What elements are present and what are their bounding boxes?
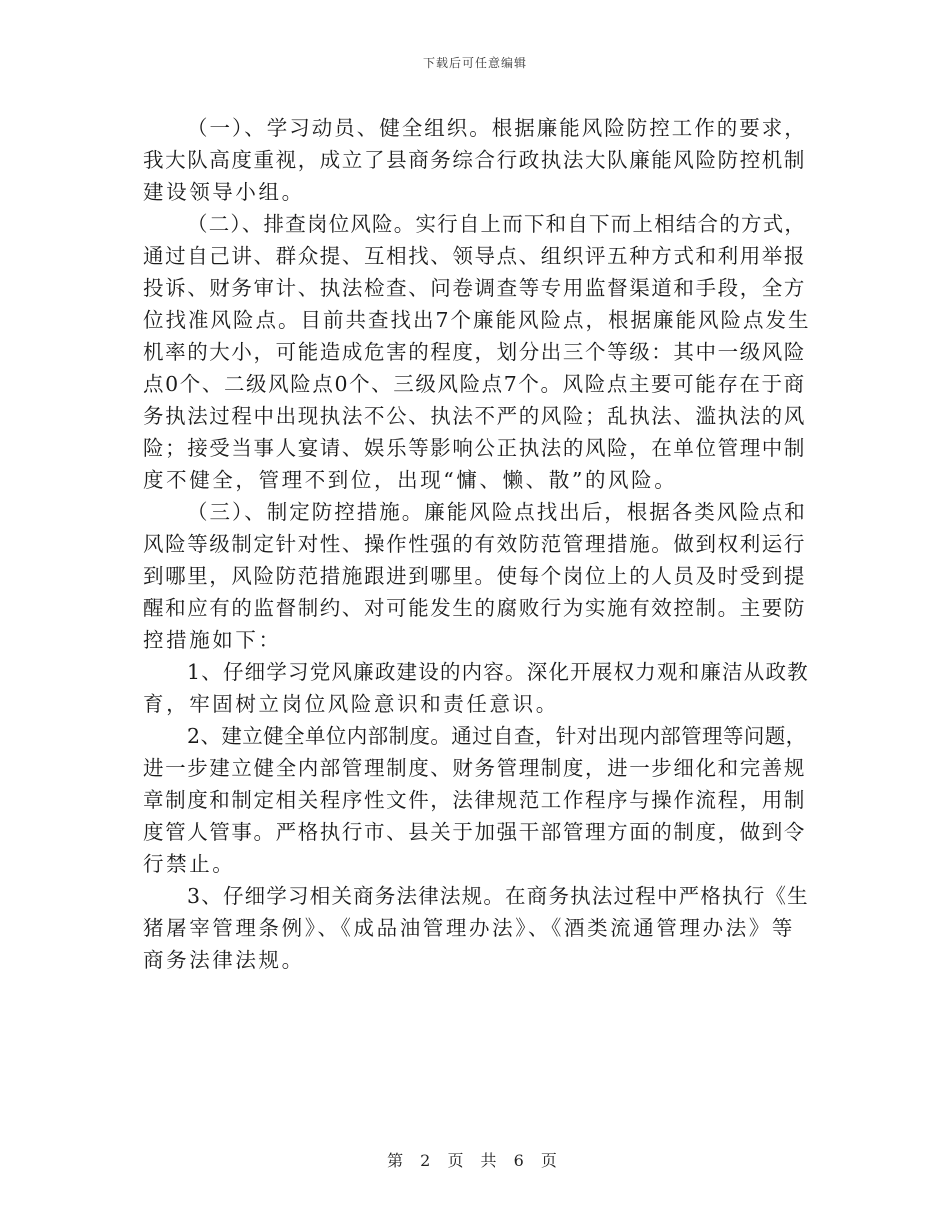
paragraph-line: 育，牢固树立岗位风险意识和责任意识。 (143, 692, 559, 716)
paragraph-line: 务执法过程中出现执法不公、执法不严的风险；乱执法、滥执法的风 (143, 404, 806, 428)
page-header-note: 下载后可任意编辑 (422, 56, 527, 70)
paragraph-first-line: （一）、学习动员、健全组织。根据廉能风险防控工作的要求， (187, 116, 807, 140)
paragraph-first-line: 3、仔细学习相关商务法律法规。在商务执法过程中严格执行《生 (187, 884, 809, 908)
paragraph-line: 醒和应有的监督制约、对可能发生的腐败行为实施有效控制。主要防 (143, 596, 806, 620)
paragraph-line: 位找准风险点。目前共查找出7个廉能风险点，根据廉能风险点发生 (143, 308, 811, 332)
paragraph-line: 机率的大小，可能造成危害的程度，划分出三个等级：其中一级风险 (143, 340, 806, 364)
paragraph-line: 险；接受当事人宴请、娱乐等影响公正执法的风险，在单位管理中制 (143, 436, 806, 460)
paragraph-line: 控措施如下： (143, 628, 282, 652)
paragraph-line: 我大队高度重视，成立了县商务综合行政执法大队廉能风险防控机制 (143, 148, 806, 172)
paragraph-line: 章制度和制定相关程序性文件，法律规范工作程序与操作流程，用制 (143, 788, 806, 812)
paragraph-first-line: （三）、制定防控措施。廉能风险点找出后，根据各类风险点和 (187, 500, 807, 524)
page-footer: 第 2 页 共 6 页 (387, 1151, 563, 1170)
paragraph-line: 度管人管事。严格执行市、县关于加强干部管理方面的制度，做到令 (143, 820, 806, 844)
paragraph-line: 商务法律法规。 (143, 948, 305, 972)
paragraph-line: 投诉、财务审计、执法检查、问卷调查等专用监督渠道和手段，全方 (143, 276, 806, 300)
paragraph-line: 行禁止。 (143, 852, 236, 876)
paragraph-line: 进一步建立健全内部管理制度、财务管理制度，进一步细化和完善规 (143, 756, 806, 780)
document-body (143, 112, 811, 976)
paragraph-line: 通过自己讲、群众提、互相找、领导点、组织评五种方式和利用举报 (143, 244, 806, 268)
paragraph-line: 点0个、二级风险点0个、三级风险点7个。风险点主要可能存在于商 (143, 372, 806, 396)
paragraph-line: 到哪里，风险防范措施跟进到哪里。使每个岗位上的人员及时受到提 (143, 564, 806, 588)
paragraph-line: 度不健全，管理不到位，出现“慵、懒、散”的风险。 (143, 468, 678, 492)
paragraph-line: 猪屠宰管理条例》、《成品油管理办法》、《酒类流通管理办法》等 (143, 916, 795, 940)
paragraph-first-line: 2、建立健全单位内部制度。通过自查，针对出现内部管理等问题， (187, 724, 807, 748)
paragraph-line: 建设领导小组。 (143, 180, 305, 204)
paragraph-first-line: （二）、排查岗位风险。实行自上而下和自下而上相结合的方式， (187, 212, 807, 236)
paragraph-line: 风险等级制定针对性、操作性强的有效防范管理措施。做到权利运行 (143, 532, 806, 556)
paragraph-first-line: 1、仔细学习党风廉政建设的内容。深化开展权力观和廉洁从政教 (187, 660, 809, 684)
